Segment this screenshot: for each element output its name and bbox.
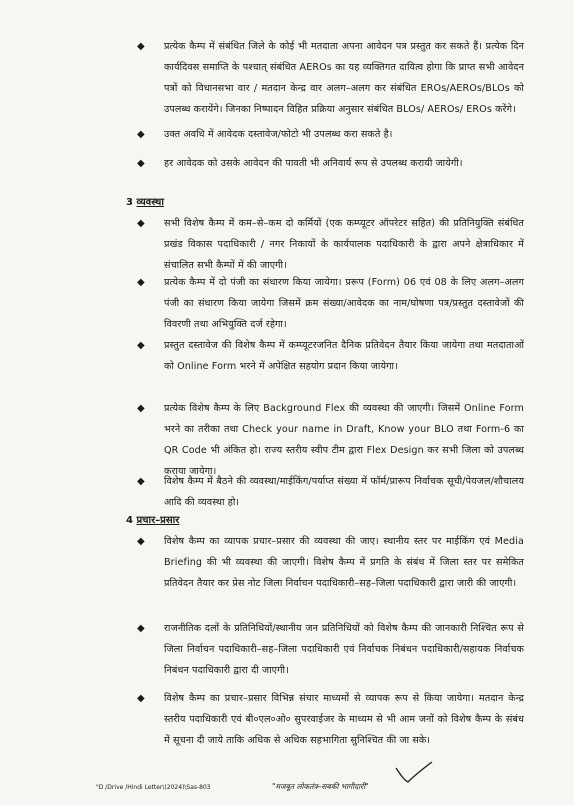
list-item: प्रत्येक कैम्प में संबंधित जिले के कोई भी मतदाता अपना आवेदन पत्र प्रस्तुत कर सकते हैं। प्रत्येक दिन कार्यदिवस समाप्ति के पश्चात् संबंधित AEROs का यह व्यक्तिगत दायित्व होगा कि प्राप्त सभी आवेदन पत्रों को विधानसभा वार / मतदान केन्द्र वार अलग–अलग कर संबंधित EROs/AEROs/BLOs को उपलब्ध करायेंगे। जिनका निष्पादन विहित प्रक्रिया अनुसार संबंधित BLOs/ AEROs/ EROs करेंगे। [164, 41, 524, 115]
section-title: व्यवस्था [136, 197, 164, 208]
signature-mark [394, 760, 434, 784]
bullet-icon: ◆ [137, 340, 145, 351]
bullet-icon: ◆ [137, 129, 145, 140]
section-number: 3 [126, 197, 133, 208]
list-item: राजनीतिक दलों के प्रतिनिधियों/स्थानीय जन प्रतिनिधियों को विशेष कैम्प की जानकारी निश्चित रूप से जिला निर्वाचन पदाधिकारी–सह–जिला पदाधिकारी एवं निर्वाचक निबंधन पदाधिकारी/सहायक निर्वाचक निबंधन पदाधिकारी द्वारा दी जाएगी। [164, 623, 524, 676]
bullet-icon: ◆ [137, 476, 145, 487]
list-item: प्रस्तुत दस्तावेज की विशेष कैम्प में कम्प्यूटरजनित दैनिक प्रतिवेदन तैयार किया जायेगा तथा मतदाताओं को Online Form भरने में अपेक्षित सहयोग प्रदान किया जायेगा। [164, 340, 524, 372]
section-title: प्रचार–प्रसार [136, 515, 180, 526]
section-heading-4 [126, 514, 179, 528]
list-item: प्रत्येक कैम्प में दो पंजी का संधारण किया जायेगा। प्ररूप (Form) 06 एवं 08 के लिए अलग–अलग पंजी का संधारण किया जायेगा जिसमें क्रम संख्या/आवेदक का नाम/घोषणा पत्र/प्रस्तुत दस्तावेजों की विवरणी तथा अभियुक्ति दर्ज रहेगा। [164, 277, 524, 330]
list-item: विशेष कैम्प का व्यापक प्रचार–प्रसार की व्यवस्था की जाए। स्थानीय स्तर पर माईकिंग एवं Media Briefing की भी व्यवस्था की जाएगी। विशेष कैम्प में प्रगति के संबंध में जिला स्तर पर समेकित प्रतिवेदन तैयार कर प्रेस नोट जिला निर्वाचन पदाधिकारी–सह–जिला पदाधिकारी द्वारा जारी की जाएगी। [164, 536, 524, 589]
bullet-icon: ◆ [137, 623, 145, 634]
list-item: विशेष कैम्प का प्रचार–प्रसार विभिन्न संचार माध्यमों से व्यापक रूप से किया जायेगा। मतदान केन्द्र स्तरीय पदाधिकारी एवं बी०एल०ओ० सुपरवाईजर के माध्यम से भी आम जनों को विशेष कैम्प के संबंध में सूचना दी जाये ताकि अधिक से अधिक सहभागिता सुनिश्चित की जा सके। [164, 693, 524, 746]
list-item: सभी विशेष कैम्प में कम–से–कम दो कर्मियों (एक कम्प्यूटर ऑपरेटर सहित) की प्रतिनियुक्ति संबंधित प्रखंड विकास पदाधिकारी / नगर निकायों के कार्यपालक पदाधिकारी के द्वारा अपने क्षेत्राधिकार में संचालित सभी कैम्पों में की जाएगी। [164, 218, 524, 271]
list-item: उक्त अवधि में आवेदक दस्तावेज/फोटो भी उपलब्ध करा सकते है। [164, 129, 393, 140]
bullet-icon: ◆ [137, 403, 145, 414]
list-item: विशेष कैम्प में बैठने की व्यवस्था/माईकिंग/पर्याप्त संख्या में फॉर्म/प्रारूप निर्वाचक सूची/पेयजल/शौचालय आदि की व्यवस्था हो। [164, 476, 524, 508]
section-number: 4 [126, 515, 133, 526]
file-path-footer: "D /Drive /Hindi Letter\(2024)\Sas-803 [96, 784, 211, 791]
bullet-icon: ◆ [137, 158, 145, 169]
motto-footer: "मजबूत लोकतंत्र–सबकी भागीदारी" [272, 782, 369, 791]
section-heading-3 [126, 196, 164, 210]
bullet-icon: ◆ [137, 41, 145, 52]
bullet-icon: ◆ [137, 277, 145, 288]
bullet-icon: ◆ [137, 218, 145, 229]
bullet-icon: ◆ [137, 536, 145, 547]
bullet-icon: ◆ [137, 693, 145, 704]
list-item: प्रत्येक विशेष कैम्प के लिए Background Flex की व्यवस्था की जाएगी। जिसमें Online Form भरने का तरीका तथा Check your name in Draft, Know your BLO तथा Form-6 का QR Code भी अंकित हो। राज्य स्तरीय स्वीप टीम द्वारा Flex Design कर सभी जिला को उपलब्ध कराया जायेगा। [164, 403, 524, 477]
list-item: हर आवेदक को उसके आवेदन की पावती भी अनिवार्य रूप से उपलब्ध करायी जायेगी। [164, 158, 463, 169]
